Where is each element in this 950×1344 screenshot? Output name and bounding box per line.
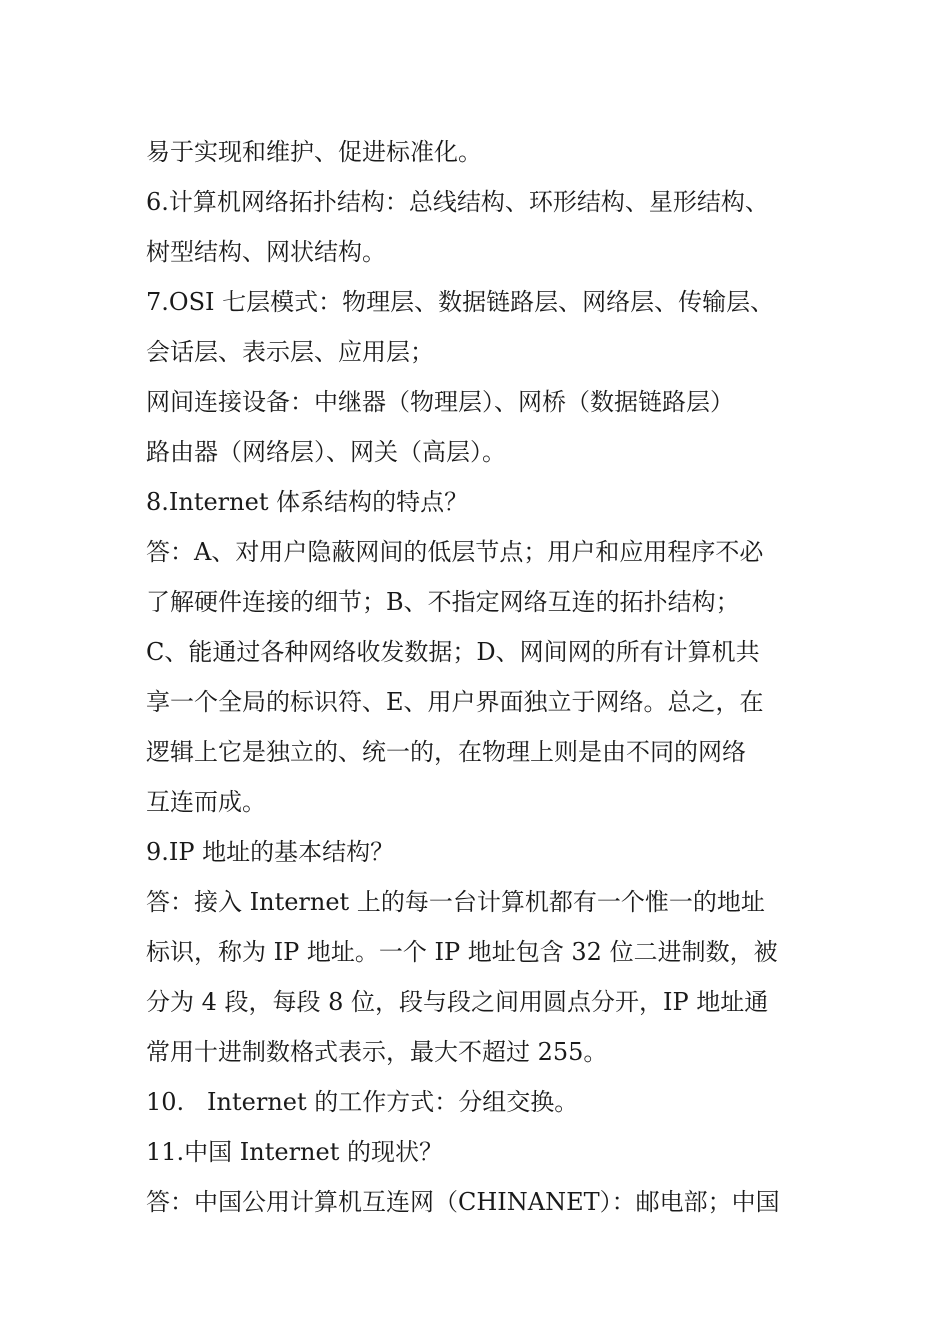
- text-line-item-9-answer: 分为 4 段，每段 8 位，段与段之间用圆点分开，IP 地址通: [146, 988, 769, 1016]
- text-line-item-8-answer: 答：A、对用户隐蔽网间的低层节点；用户和应用程序不必: [146, 538, 764, 566]
- text-line-item-7-cont: 会话层、表示层、应用层；: [146, 338, 434, 366]
- text-line-item-8-answer: 互连而成。: [146, 788, 266, 816]
- text-line-item-7: 7.OSI 七层模式：物理层、数据链路层、网络层、传输层、: [146, 288, 775, 316]
- text-line-item-6: 6.计算机网络拓扑结构：总线结构、环形结构、星形结构、: [146, 188, 769, 216]
- text-line-item-10: 10. Internet 的工作方式：分组交换。: [146, 1088, 579, 1116]
- document-body: [146, 127, 836, 1227]
- text-line-item-9-question: 9.IP 地址的基本结构？: [146, 838, 395, 866]
- text-line-item-8-answer: 享一个全局的标识符、E、用户界面独立于网络。总之，在: [146, 688, 764, 716]
- text-line-continuation: 易于实现和维护、促进标准化。: [146, 138, 482, 166]
- text-line-devices: 网间连接设备：中继器（物理层）、网桥（数据链路层）: [146, 388, 734, 416]
- text-line-item-9-answer: 标识，称为 IP 地址。一个 IP 地址包含 32 位二进制数，被: [146, 938, 778, 966]
- text-line-item-9-answer: 答：接入 Internet 上的每一台计算机都有一个惟一的地址: [146, 888, 765, 916]
- text-line-item-8-answer: 了解硬件连接的细节；B、不指定网络互连的拓扑结构；: [146, 588, 740, 616]
- text-line-devices-cont: 路由器（网络层）、网关（高层）。: [146, 438, 506, 466]
- text-line-item-11-question: 11.中国 Internet 的现状？: [146, 1138, 443, 1166]
- text-line-item-11-answer: 答：中国公用计算机互连网（CHINANET）：邮电部；中国: [146, 1188, 780, 1216]
- text-line-item-9-answer: 常用十进制数格式表示，最大不超过 255。: [146, 1038, 608, 1066]
- text-line-item-8-question: 8.Internet 体系结构的特点？: [146, 488, 469, 516]
- text-line-item-6-cont: 树型结构、网状结构。: [146, 238, 386, 266]
- text-line-item-8-answer: C、能通过各种网络收发数据；D、网间网的所有计算机共: [146, 638, 760, 666]
- text-line-item-8-answer: 逻辑上它是独立的、统一的，在物理上则是由不同的网络: [146, 738, 746, 766]
